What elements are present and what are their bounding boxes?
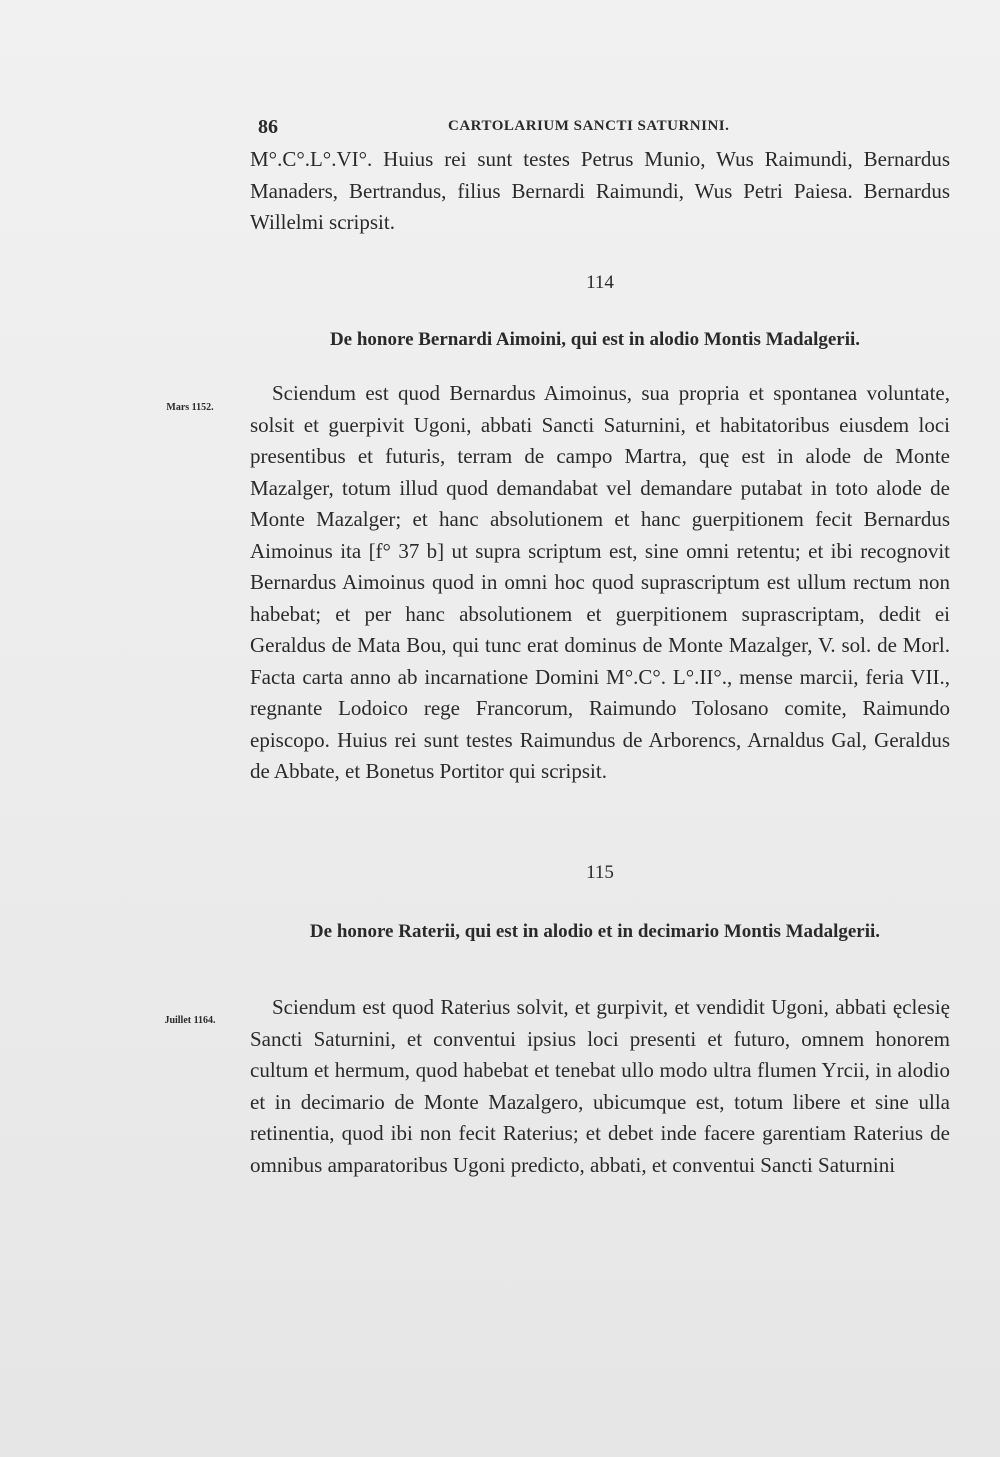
charter-title-115: De honore Raterii, qui est in alodio et in decimario Montis Madalgerii. xyxy=(309,921,881,942)
charter-body-114 xyxy=(250,378,950,788)
margin-date-115: Juillet 1164. xyxy=(164,1015,216,1026)
charter-text-114: Sciendum est quod Bernardus Aimoinus, sua propria et spontanea voluntate, solsit et guerpivit Ugoni, abbati Sancti Saturnini, et habitatoribus eiusdem loci presentibus et futuris, terram de campo Martra, quę est in alode de Monte Mazalger, totum illud quod demandabat vel demandare putabat in toto alode de Monte Mazalger; et hanc absolutionem et hanc guerpitionem fecit Bernardus Aimoinus ita [f° 37 b] ut supra scriptum est, sine omni retentu; et ibi recognovit Bernardus Aimoinus quod in omni hoc quod suprascriptum est ullum rectum non habebat; et per hanc absolutionem et guerpitionem suprascriptam, dedit ei Geraldus de Mata Bou, qui tunc erat dominus de Monte Mazalger, V. sol. de Morl. Facta carta anno ab incarnatione Domini M°.C°. L°.II°., mense marcii, feria VII., regnante Lodoico rege Francorum, Raimundo Tolosano comite, Raimundo episcopo. Huius rei sunt testes Raimundus de Arborencs, Arnaldus Gal, Geraldus de Abbate, et Bonetus Portitor qui scripsit. xyxy=(250,381,950,783)
charter-body-115 xyxy=(250,992,950,1181)
continuation-paragraph xyxy=(250,144,950,239)
continuation-text: M°.C°.L°.VI°. Huius rei sunt testes Petrus Munio, Wus Raimundi, Bernardus Manaders, Bertrandus, filius Bernardi Raimundi, Wus Petri Paiesa. Bernardus Willelmi scripsit. xyxy=(250,147,950,234)
charter-number-115: 115 xyxy=(586,862,614,883)
margin-date-114: Mars 1152. xyxy=(166,402,214,413)
charter-number-114: 114 xyxy=(586,272,614,293)
page-header xyxy=(258,116,948,146)
charter-text-115: Sciendum est quod Raterius solvit, et gurpivit, et vendidit Ugoni, abbati ęclesię Sancti Saturnini, et conventui ipsius loci presenti et futuro, omnem honorem cultum et hermum, quod habebat et tenebat ullo modo ultra flumen Yrcii, in alodio et in decimario de Monte Mazalgero, ubicumque est, totum libere et sine ulla retinentia, quod ibi non fecit Raterius; et debet inde facere garentiam Raterius de omnibus amparatoribus Ugoni predicto, abbati, et conventui Sancti Saturnini xyxy=(250,995,950,1177)
page-number: 86 xyxy=(258,116,278,138)
charter-title-114: De honore Bernardi Aimoini, qui est in alodio Montis Madalgerii. xyxy=(329,329,861,350)
running-title: CARTOLARIUM SANCTI SATURNINI. xyxy=(448,118,730,134)
